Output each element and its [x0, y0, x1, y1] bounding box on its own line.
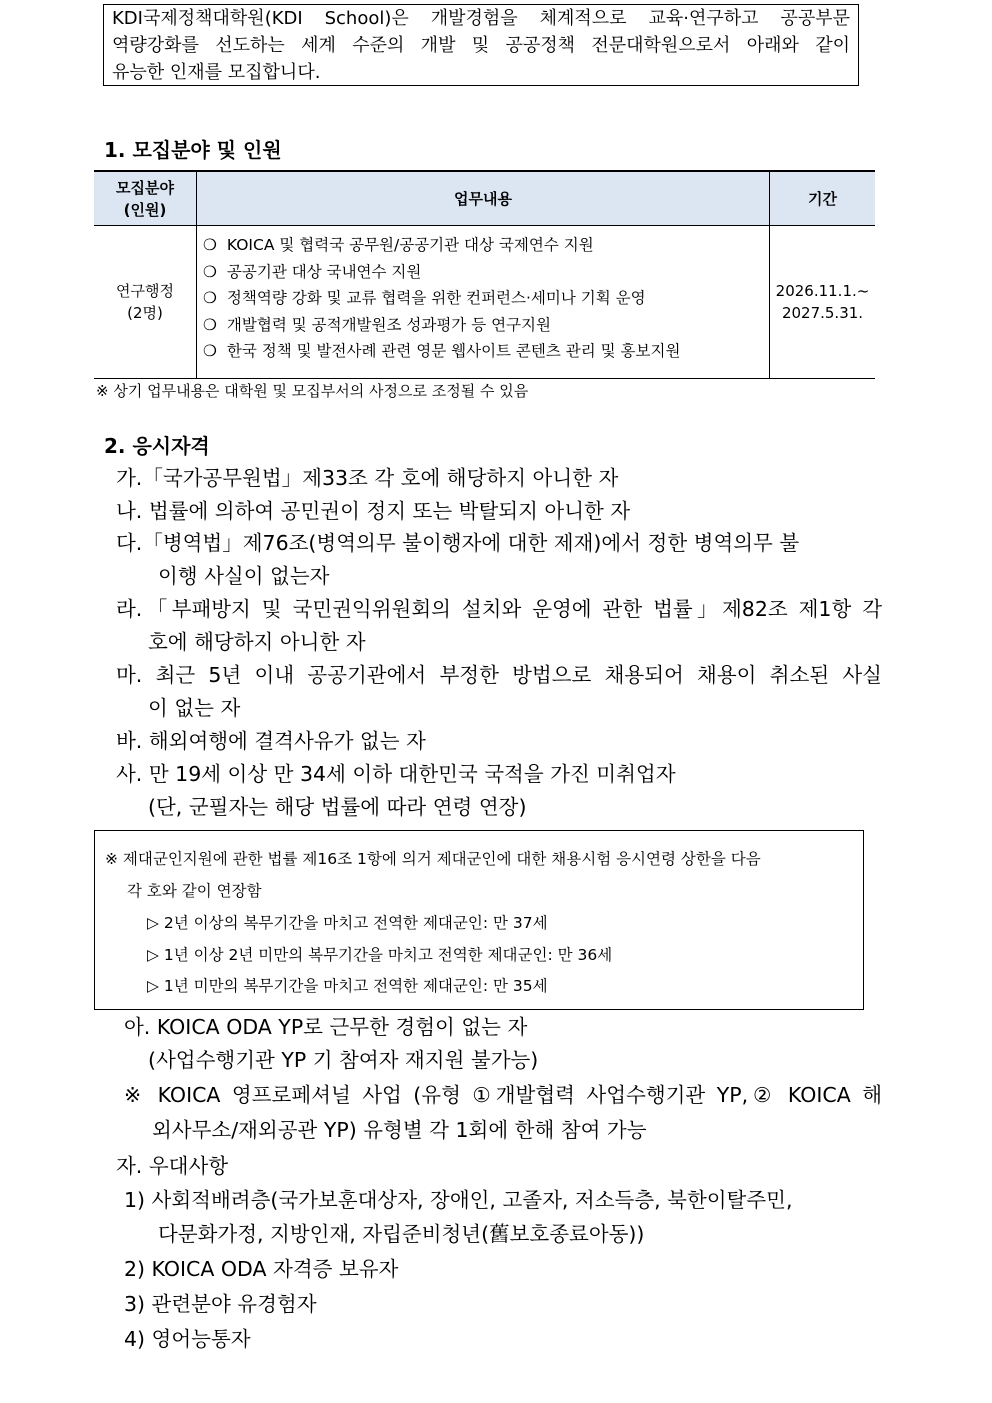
- qualification-line: 라.「부패방지 및 국민권익위원회의 설치와 운영에 관한 법률」제82조 제1항 각: [116, 597, 882, 621]
- section2-title: 2. 응시자격: [104, 434, 210, 458]
- circle-bullet-icon: ❍: [203, 315, 217, 334]
- veteran-note-line: ▷ 2년 이상의 복무기간을 마치고 전역한 제대군인: 만 37세: [147, 914, 548, 932]
- header-category-line2: (인원): [123, 200, 167, 219]
- duty-item: [203, 338, 769, 365]
- table-header-row: [94, 171, 875, 226]
- circle-bullet-icon: ❍: [203, 289, 217, 308]
- qualification-line: 마. 최근 5년 이내 공공기관에서 부정한 방법으로 채용되어 채용이 취소된 사실: [116, 663, 882, 687]
- table-row: [94, 226, 875, 379]
- circle-bullet-icon: ❍: [203, 262, 217, 281]
- category-name: 연구행정: [116, 282, 174, 300]
- qualification-line: 이 없는 자: [148, 696, 241, 720]
- circle-bullet-icon: ❍: [203, 236, 217, 254]
- duty-text: 공공기관 대상 국내연수 지원: [226, 262, 422, 281]
- duty-item: [203, 232, 769, 259]
- qualification-line: 2) KOICA ODA 자격증 보유자: [124, 1257, 399, 1281]
- duties-cell: [197, 226, 770, 379]
- intro-line: KDI국제정책대학원(KDI School)은 개발경험을 체계적으로 교육·연구하고 공공부문: [112, 8, 850, 29]
- qualification-line: 외사무소/재외공관 YP) 유형별 각 1회에 한해 참여 가능: [152, 1118, 647, 1142]
- intro-line: 역량강화를 선도하는 세계 수준의 개발 및 공공정책 전문대학원으로서 아래와 같이: [112, 35, 850, 56]
- duty-text: 한국 정책 및 발전사례 관련 영문 웹사이트 콘텐츠 관리 및 홍보지원: [226, 342, 681, 361]
- period-start: 2026.11.1.~: [775, 282, 870, 300]
- period-cell: [770, 226, 876, 379]
- qualification-line: 나. 법률에 의하여 공민권이 정지 또는 박탈되지 아니한 자: [116, 499, 631, 523]
- veteran-note-line: ※ 제대군인지원에 관한 법률 제16조 1항에 의거 제대군인에 대한 채용시험 응시연령 상한을 다음: [105, 850, 761, 868]
- veteran-note-box: [94, 830, 864, 1010]
- qualification-line: 이행 사실이 없는자: [158, 564, 330, 588]
- section1-title: 1. 모집분야 및 인원: [104, 138, 282, 162]
- qualification-line: (사업수행기관 YP 기 참여자 재지원 불가능): [148, 1048, 539, 1072]
- qualification-line: 사. 만 19세 이상 만 34세 이하 대한민국 국적을 가진 미취업자: [116, 762, 676, 786]
- duty-text: 개발협력 및 공적개발원조 성과평가 등 연구지원: [226, 315, 552, 334]
- veteran-note-line: ▷ 1년 이상 2년 미만의 복무기간을 마치고 전역한 제대군인: 만 36세: [147, 946, 613, 964]
- recruit-table: [94, 170, 875, 379]
- duty-item: [203, 312, 769, 339]
- qualification-line: 다.「병역법」제76조(병역의무 불이행자에 대한 제재)에서 정한 병역의무 불: [116, 531, 800, 555]
- veteran-note-line: 각 호와 같이 연장함: [127, 882, 262, 900]
- qualification-line: 3) 관련분야 유경험자: [124, 1292, 317, 1316]
- qualification-line: 아. KOICA ODA YP로 근무한 경험이 없는 자: [124, 1015, 528, 1039]
- qualification-line: 바. 해외여행에 결격사유가 없는 자: [116, 729, 426, 753]
- duty-item: [203, 259, 769, 286]
- header-duties: 업무내용: [197, 171, 770, 226]
- veteran-note-line: ▷ 1년 미만의 복무기간을 마치고 전역한 제대군인: 만 35세: [147, 977, 548, 995]
- category-count: (2명): [127, 304, 163, 322]
- header-category: [94, 171, 197, 226]
- circle-bullet-icon: ❍: [203, 342, 217, 361]
- qualification-line: (단, 군필자는 해당 법률에 따라 연령 연장): [148, 795, 527, 819]
- period-end: 2027.5.31.: [781, 304, 864, 322]
- table-note: ※ 상기 업무내용은 대학원 및 모집부서의 사정으로 조정될 수 있음: [96, 382, 529, 400]
- category-cell: [94, 226, 197, 379]
- qualification-line: ※ KOICA 영프로페셔널 사업 (유형 ①개발협력 사업수행기관 YP,② KOICA 해: [124, 1083, 882, 1107]
- header-period: 기간: [770, 171, 876, 226]
- intro-box: [103, 4, 859, 86]
- duty-item: [203, 285, 769, 312]
- intro-line: 유능한 인재를 모집합니다.: [112, 62, 321, 83]
- qualification-line: 4) 영어능통자: [124, 1327, 251, 1351]
- header-category-line1: 모집분야: [116, 178, 174, 197]
- qualification-line: 자. 우대사항: [116, 1154, 229, 1178]
- qualification-line: 다문화가정, 지방인재, 자립준비청년(舊보호종료아동)): [158, 1222, 645, 1246]
- qualification-line: 호에 해당하지 아니한 자: [148, 630, 366, 654]
- qualification-line: 1) 사회적배려층(국가보훈대상자, 장애인, 고졸자, 저소득층, 북한이탈주민,: [124, 1188, 793, 1212]
- qualification-line: 가.「국가공무원법」제33조 각 호에 해당하지 아니한 자: [116, 466, 619, 490]
- duty-text: 정책역량 강화 및 교류 협력을 위한 컨퍼런스·세미나 기획 운영: [226, 289, 646, 308]
- duty-text: KOICA 및 협력국 공무원/공공기관 대상 국제연수 지원: [226, 236, 594, 254]
